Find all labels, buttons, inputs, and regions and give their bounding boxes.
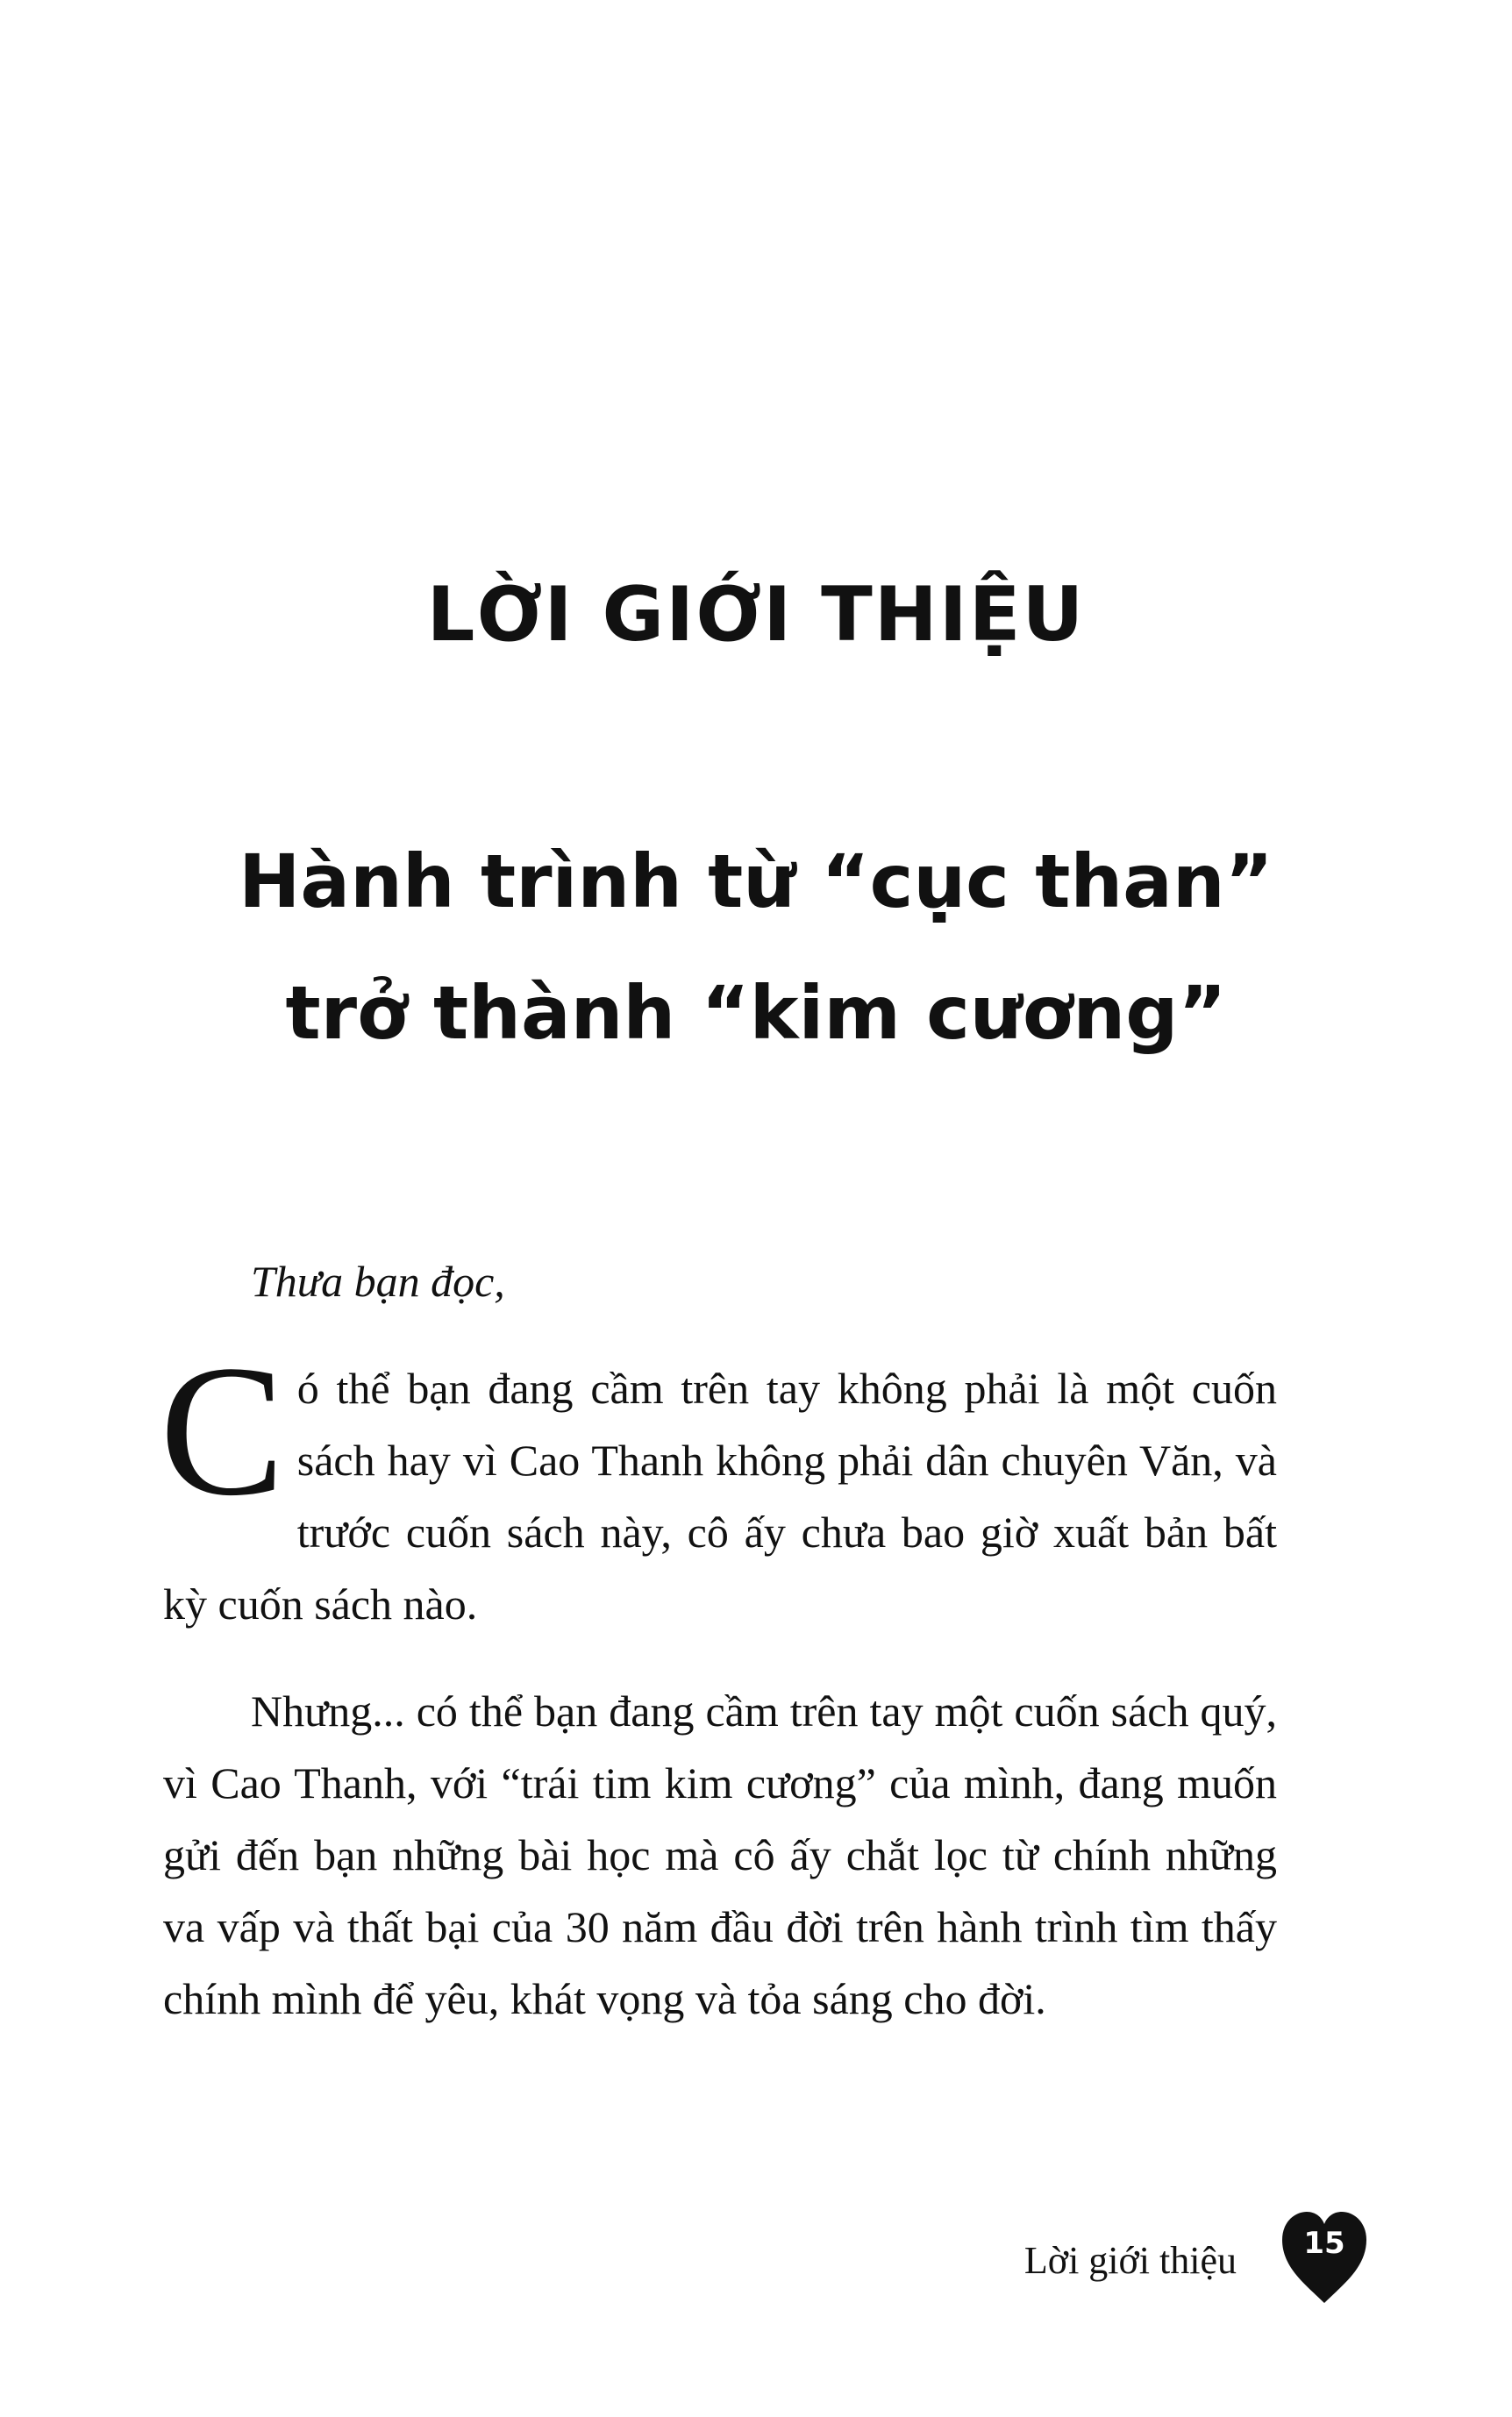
page-footer	[965, 2210, 1368, 2306]
subtitle-line-1: Hành trình từ “cục than”	[239, 838, 1273, 924]
page-number: 15	[1303, 2226, 1345, 2261]
subtitle-line-2: trở thành “kim cương”	[285, 970, 1227, 1056]
paragraph-2: Nhưng... có thể bạn đang cầm trên tay một cuốn sách quý, vì Cao Thanh, với “trái tim kim cương” của mình, đang muốn gửi đến bạn những bài học mà cô ấy chắt lọc từ chính những va vấp và thất bại của 30 năm đầu đời trên hành trình tìm thấy chính mình để yêu, khát vọng và tỏa sáng cho đời.	[163, 1686, 1277, 2023]
section-heading: LỜI GIỚI THIỆU	[426, 571, 1086, 659]
salutation: Thưa bạn đọc,	[251, 1257, 505, 1306]
running-title: Lời giới thiệu	[1023, 2239, 1237, 2282]
drop-cap: C	[160, 1327, 285, 1535]
chapter-subtitle	[0, 816, 1512, 1079]
paragraph-1	[160, 1327, 1277, 1640]
body-text	[160, 1245, 1277, 2070]
paragraph-1-text: ó thể bạn đang cầm trên tay không phải là một cuốn sách hay vì Cao Thanh không phải dân chuyên Văn, và trước cuốn sách này, cô ấy chưa bao giờ xuất bản bất kỳ cuốn sách nào.	[163, 1364, 1277, 1629]
